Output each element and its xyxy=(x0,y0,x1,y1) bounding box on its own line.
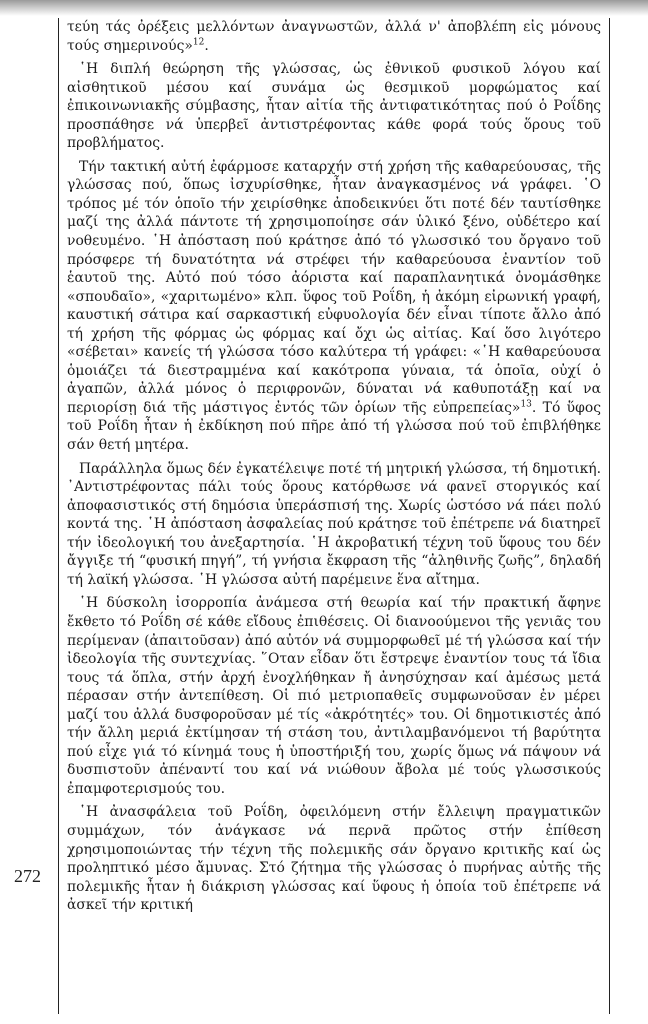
paragraph-5 xyxy=(67,594,601,798)
paragraph-text: ῾Η δύσκολη ἰσορροπία ἀνάμεσα στή θεωρία καί τήν πρακτική ἄφηνε ἔκθετο τό Ροΐδη σέ κάθε εἴδους ἐπιθέσεις. Οἱ διανοούμενοι τῆς γενιᾶς του περίμεναν (ἀπαιτοῦσαν) ἀπό αὐτόν νά συμμορφωθεῖ μέ τή γλώσσα καί τήν ἰδεολογία τῆς συντεχνίας. ῞Οταν εἶδαν ὅτι ἔστρεψε ἐναντίον τους τά ἴδια τους τά ὅπλα, στήν ἀρχή ἐνοχλήθηκαν ἤ ἀνησύχησαν καί ἀμέσως μετά πέρασαν στήν ἀντεπίθεση. Οἱ πιό μετριοπαθεῖς συμφωνοῦσαν ἐν μέρει μαζί του ἀλλά δυσφοροῦσαν μέ τίς «ἀκρότητές» του. Οἱ δημοτικιστές ἀπό τήν ἄλλη μεριά ἐκτίμησαν τή στάση του, ἀντιλαμβανόμενοι τή βαρύτητα πού εἶχε γιά τό κίνημά τους ἡ ὑποστήριξή του, χωρίς ὅμως νά πάψουν νά δυσπιστοῦν ἀπέναντί του καί νά νιώθουν ἄβολα μέ τούς γλωσσικούς ἐπαμφοτερισμούς του. xyxy=(67,595,601,797)
paragraph-2 xyxy=(67,60,601,153)
paragraph-text: τεύη τάς ὀρέξεις μελλόντων ἀναγνωστῶν, ἀλλά ν' ἀποβλέπη εἰς μόνους τούς σημερινούς» xyxy=(67,19,601,54)
paragraph-4 xyxy=(67,460,601,590)
paragraph-text: ῾Η ἀνασφάλεια τοῦ Ροΐδη, ὀφειλόμενη στήν ἔλλειψη πραγματικῶν συμμάχων, τόν ἀνάγκασε νά περνᾶ πρῶτος στήν ἐπίθεση χρησιμοποιώντας τήν τέχνη τῆς πολεμικῆς σάν ὄργανο κριτικῆς καί ὡς προληπτικό μέσο ἄμυνας. Στό ζήτημα τῆς γλώσσας ὁ πυρήνας αὐτῆς τῆς πολεμικῆς ἦταν ἡ διάκριση γλώσσας καί ὕφους ἡ ὁποία τοῦ ἐπέτρεπε νά ἀσκεῖ τήν κριτική xyxy=(67,804,601,914)
paragraph-tail: . Τό ὕφος τοῦ Ροΐδη ἦταν ἡ ἐκδίκηση πού πῆρε ἀπό τή γλώσσα πού τοῦ ἐπιβλήθηκε σάν θετή μητέρα. xyxy=(67,399,601,454)
paragraph-3 xyxy=(67,158,601,455)
paragraph-tail: . xyxy=(204,37,209,54)
page-number: 272 xyxy=(14,866,41,886)
footnote-ref: 12 xyxy=(192,36,205,47)
paragraph-text: Τήν τακτική αὐτή ἐφάρμοσε καταρχήν στή χρήση τῆς καθαρεύουσας, τῆς γλώσσας πού, ὅπως ἰσχυρίσθηκε, ἦταν ἀναγκασμένος νά γράφει. ῾Ο τρόπος μέ τόν ὁποῖο τήν χειρίσθηκε ἀποδεικνύει ὅτι ποτέ δέν ταυτίσθηκε μαζί της ἀλλά πάντοτε τή χρησιμοποίησε σάν ὑλικό ξένο, οὐδέτερο καί νοθευμένο. ῾Η ἀπόσταση πού κράτησε ἀπό τό γλωσσικό του ὄργανο τοῦ πρόσφερε τή δυνατότητα νά στρέφει τήν καθαρεύουσα ἐναντίον τοῦ ἑαυτοῦ της. Αὐτό πού τόσο ἀόριστα καί παραπλανητικά ὀνομάσθηκε «σπουδαῖο», «χαριτωμένο» κλπ. ὕφος τοῦ Ροΐδη, ἡ ἀκόμη εἰρωνική γραφή, καυστική σάτιρα καί σαρκαστική εὐφυολογία δέν εἶναι τίποτε ἄλλο ἀπό τή χρήση τῆς φόρμας ὡς φόρμας καί ὄχι ὡς αἰτίας. Καί ὅσο λιγότερο «σέβεται» κανείς τή γλώσσα τόσο καλύτερα τή γράφει: «῾Η καθαρεύουσα ὁμοιάζει τά διεστραμμένα καί κακότροπα γύναια, τά ὁποῖα, οὐχί ὁ ἀγαπῶν, ἀλλά μόνος ὁ περιφρονῶν, δύναται νά καθυποτάξῃ καί να περιορίσῃ διά τῆς μάστιγος ἐντός τῶν ὁρίων τῆς εὐπρεπείας» xyxy=(67,158,601,416)
paragraph-text: ῾Η διπλή θεώρηση τῆς γλώσσας, ὡς ἐθνικοῦ φυσικοῦ λόγου καί αἰσθητικοῦ μέσου καί συνάμα ὡς θεσμικοῦ μορφώματος καί ἐπικοινωνιακῆς σύμβασης, ἦταν αἰτία τῆς ἀντιφατικότητας πού ὁ Ροΐδης προσπάθησε νά ὑπερβεῖ ἀντιστρέφοντας κάθε φορά τούς ὅρους τοῦ προβλήματος. xyxy=(67,61,601,152)
text-column xyxy=(58,18,610,1014)
scan-top-shadow xyxy=(0,0,648,16)
paragraph-1 xyxy=(67,18,601,55)
paragraph-6 xyxy=(67,803,601,914)
footnote-ref: 13 xyxy=(520,399,532,410)
paragraph-text: Παράλληλα ὅμως δέν ἐγκατέλειψε ποτέ τή μητρική γλώσσα, τή δημοτική. ᾿Αντιστρέφοντας πάλι τούς ὅρους κατόρθωσε νά φανεῖ στοργικός καί ἀποφασιστικός στή δημόσια ὑπεράσπισή της. Χωρίς ὡστόσο νά πάει πολύ κοντά της. ῾Η ἀπόσταση ἀσφαλείας πού κράτησε τοῦ ἐπέτρεπε νά διατηρεῖ τήν ἰδεολογική του ἀνεξαρτησία. ῾Η ἀκροβατική τέχνη τοῦ ὕφους του δέν ἄγγιξε τή “φυσική πηγή”, τή γνήσια ἔκφραση τῆς “ἀληθινῆς ζωῆς”, δηλαδή τή λαϊκή γλώσσα. ῾Η γλώσσα αὐτή παρέμεινε ἕνα αἴτημα. xyxy=(67,460,601,588)
